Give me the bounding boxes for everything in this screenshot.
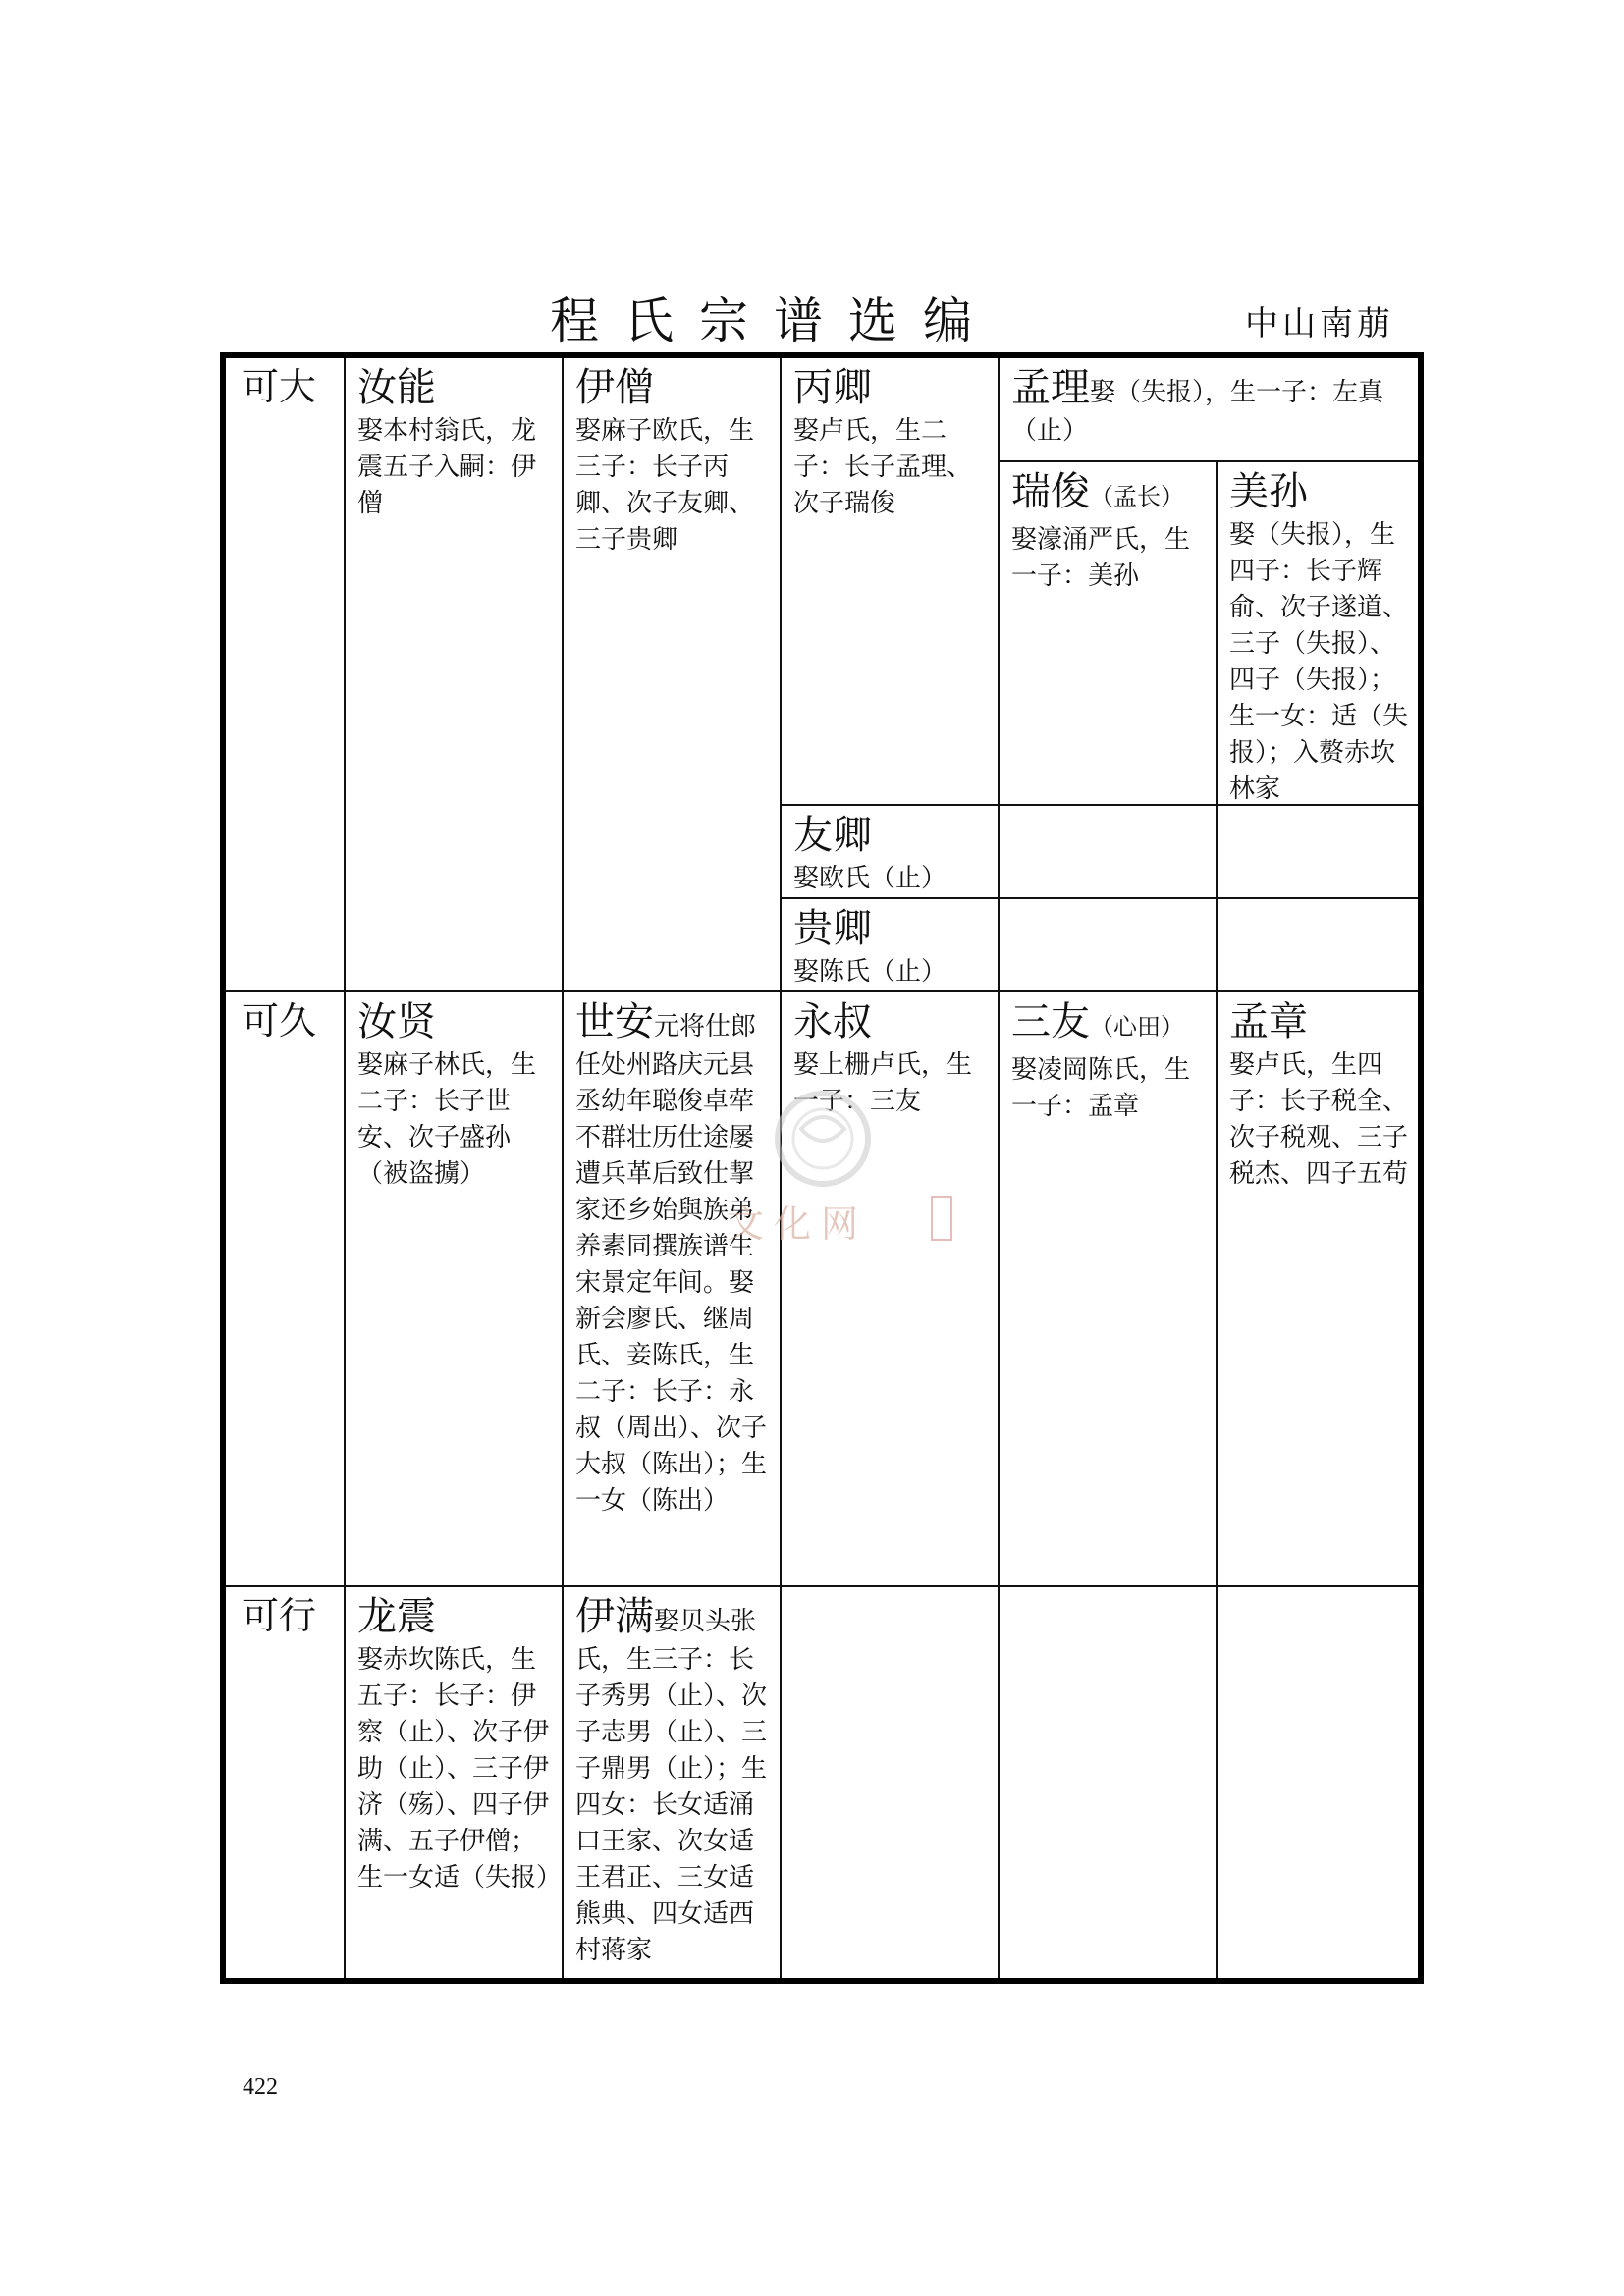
generation-cell [226, 992, 346, 1587]
person-record: 娶（失报），生一子：左真（止） [1011, 378, 1384, 446]
person-record: 娶上栅卢氏，生一子：三友 [793, 1050, 973, 1116]
person-record: 娶欧氏（止） [793, 864, 947, 893]
person-name: 丙卿 [793, 365, 872, 410]
empty-cell [782, 1587, 1000, 1978]
person-name: 汝贤 [357, 999, 436, 1044]
person-name: 世安 [575, 999, 654, 1044]
person-record: 娶卢氏，生二子：长子孟理、次子瑞俊 [793, 416, 973, 518]
generation-cell [226, 358, 346, 992]
person-name: 伊僧 [575, 365, 654, 410]
empty-cell [1218, 899, 1418, 992]
person-cell [564, 1587, 782, 1978]
person-cell [564, 358, 782, 992]
person-cell [1000, 992, 1218, 1587]
person-name: 贵卿 [793, 906, 872, 951]
person-cell [782, 806, 1000, 899]
person-cell [346, 358, 564, 992]
empty-cell [1000, 806, 1218, 899]
person-cell [346, 1587, 564, 1978]
person-cell [782, 992, 1000, 1587]
person-record: 娶麻子欧氏，生三子：长子丙卿、次子友卿、三子贵卿 [575, 416, 755, 555]
person-name: 孟理 [1011, 365, 1090, 410]
person-name: 孟章 [1229, 999, 1308, 1044]
watermark-seal-icon [931, 1196, 952, 1241]
empty-cell [1000, 1587, 1218, 1978]
person-name: 汝能 [357, 365, 436, 410]
watermark-text: 文化网 [727, 1202, 869, 1246]
page-title: 程氏宗谱选编 [550, 293, 998, 349]
person-name: 瑞俊 [1011, 469, 1090, 514]
generation-cell [226, 1587, 346, 1978]
person-cell [1218, 462, 1418, 806]
person-record: 娶麻子林氏，生二子：长子世安、次子盛孙（被盗擄） [357, 1050, 537, 1189]
person-cell [1000, 462, 1218, 806]
person-name: 永叔 [793, 999, 872, 1044]
person-cell [1218, 992, 1418, 1587]
person-record: 娶卢氏，生四子：长子税全、次子税观、三子税杰、四子五苟 [1229, 1050, 1409, 1189]
person-name: 龙震 [357, 1594, 436, 1639]
person-record: 娶（失报），生四子：长子辉俞、次子遂道、三子（失报）、四子（失报）；生一女：适（失报）；入赘赤坎林家 [1229, 520, 1409, 804]
empty-cell [1218, 1587, 1418, 1978]
person-record-lead: 娶贝头 [654, 1607, 731, 1636]
page-number: 422 [243, 2074, 278, 2100]
generation-label: 可久 [242, 999, 317, 1042]
person-record: 郎任处州路庆元县丞幼年聪俊卓荦不群壮历仕途屡遭兵革后致仕挈家还乡始與族弟养素同撰族谱生宋景定年间。娶新会廖氏、继周氏、妾陈氏，生二子：长子：永叔（周出）、次子大叔（陈出）；生一女（陈出） [575, 1012, 768, 1516]
person-alias: （心田） [1090, 1013, 1184, 1041]
person-record: 娶赤坎陈氏，生五子：长子：伊察（止）、次子伊助（止）、三子伊济（殇）、四子伊满、五子伊僧；生一女适（失报） [357, 1645, 563, 1893]
person-cell [346, 992, 564, 1587]
person-name: 美孙 [1229, 469, 1308, 514]
person-cell [564, 992, 782, 1587]
place-name: 中山南萠 [1245, 304, 1394, 344]
person-name: 三友 [1011, 999, 1090, 1044]
genealogy-table [220, 352, 1424, 1984]
person-record: 娶凌岡陈氏，生一子：孟章 [1011, 1055, 1191, 1121]
person-record: 娶濠涌严氏，生一子：美孙 [1011, 525, 1191, 591]
person-alias: （孟长） [1090, 483, 1184, 510]
person-record: 张氏，生三子：长子秀男（止）、次子志男（止）、三子鼎男（止）；生四女：长女适涌口王家、次女适王君正、三女适熊典、四女适西村蒋家 [575, 1607, 768, 1965]
generation-label: 可大 [242, 365, 317, 408]
person-name: 伊满 [575, 1594, 654, 1639]
empty-cell [1218, 806, 1418, 899]
empty-cell [1000, 899, 1218, 992]
person-cell [782, 358, 1000, 806]
person-cell [1000, 358, 1418, 462]
person-record: 娶本村翁氏，龙震五子入嗣：伊僧 [357, 416, 537, 518]
person-record-lead: 元将仕 [654, 1012, 731, 1041]
generation-label: 可行 [242, 1594, 317, 1637]
person-record: 娶陈氏（止） [793, 957, 947, 987]
person-cell [782, 899, 1000, 992]
person-name: 友卿 [793, 813, 872, 858]
